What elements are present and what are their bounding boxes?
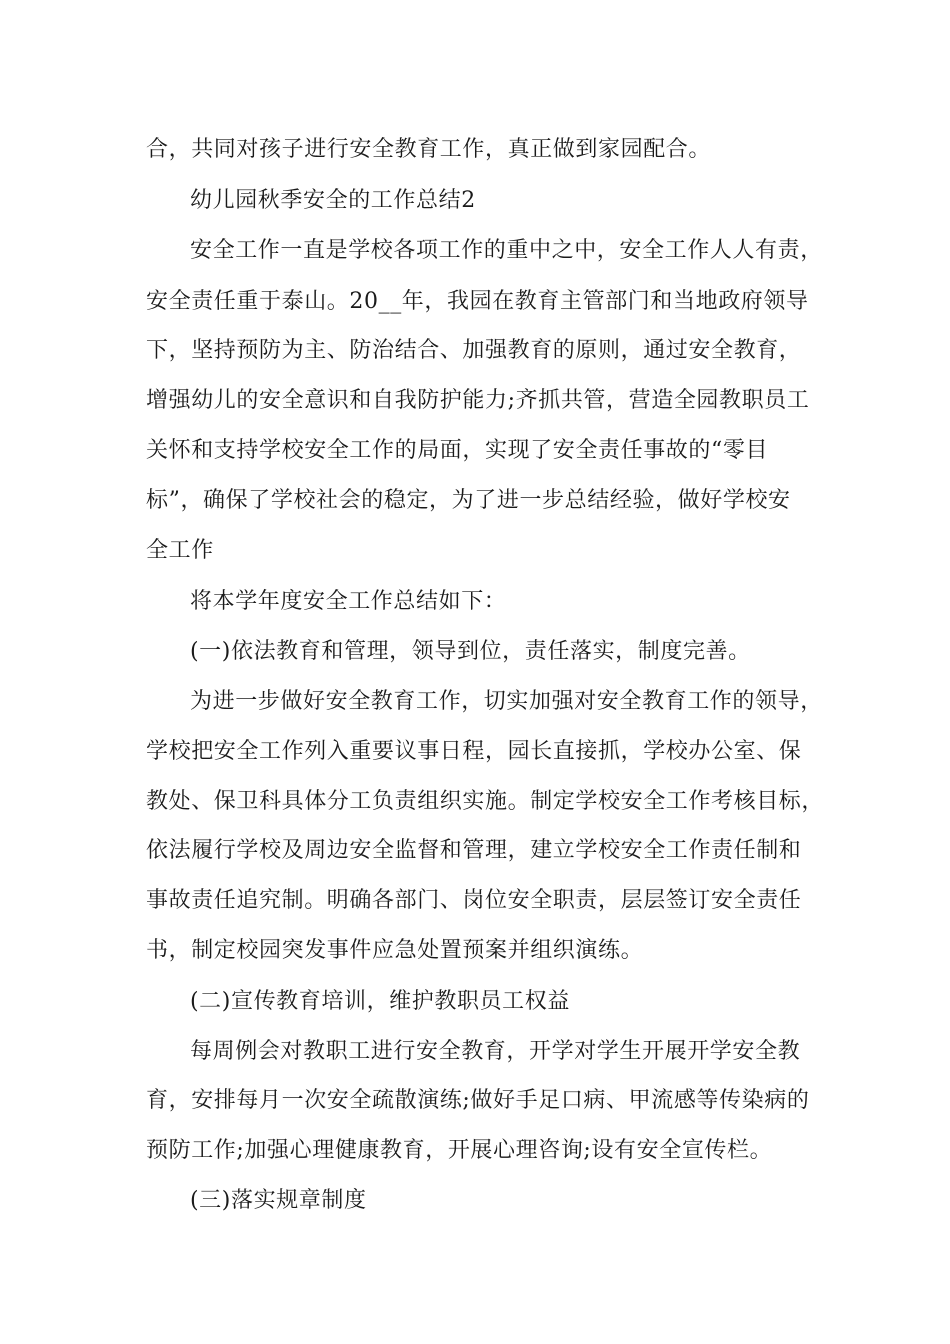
text-line-13: 学校把安全工作列入重要议事日程，园长直接抓，学校办公室、保 <box>146 739 802 764</box>
subheading-2: (二)宣传教育培训，维护教职员工权益 <box>190 989 570 1014</box>
text-line-4: 安全责任重于泰山。20__年，我园在教育主管部门和当地政府领导 <box>146 289 809 314</box>
text-line-20: 育，安排每月一次安全疏散演练;做好手足口病、甲流感等传染病的 <box>146 1088 810 1113</box>
text-line-1: 合，共同对孩子进行安全教育工作，真正做到家园配合。 <box>146 137 712 162</box>
subheading-3: (三)落实规章制度 <box>190 1188 367 1213</box>
text-line-16: 事故责任追究制。明确各部门、岗位安全职责，层层签订安全责任 <box>146 888 802 913</box>
text-line-21: 预防工作;加强心理健康教育，开展心理咨询;设有安全宣传栏。 <box>146 1138 773 1163</box>
text-line-9: 全工作 <box>146 538 214 563</box>
text-line-14: 教处、保卫科具体分工负责组织实施。制定学校安全工作考核目标， <box>146 789 825 814</box>
subheading-1: (一)依法教育和管理，领导到位，责任落实，制度完善。 <box>190 639 751 664</box>
text-line-5: 下，坚持预防为主、防治结合、加强教育的原则，通过安全教育， <box>146 338 802 363</box>
text-line-15: 依法履行学校及周边安全监督和管理，建立学校安全工作责任制和 <box>146 838 802 863</box>
text-line-19: 每周例会对教职工进行安全教育，开学对学生开展开学安全教 <box>190 1039 801 1064</box>
text-line-8: 标”，确保了学校社会的稳定，为了进一步总结经验，做好学校安 <box>146 488 791 513</box>
section-heading-2: 幼儿园秋季安全的工作总结2 <box>190 188 476 213</box>
text-line-7: 关怀和支持学校安全工作的局面，实现了安全责任事故的“零目 <box>146 438 769 463</box>
text-line-10: 将本学年度安全工作总结如下： <box>190 589 507 614</box>
text-line-3: 安全工作一直是学校各项工作的重中之中，安全工作人人有责， <box>190 238 823 263</box>
text-line-6: 增强幼儿的安全意识和自我防护能力;齐抓共管，营造全园教职员工 <box>146 388 810 413</box>
text-line-17: 书，制定校园突发事件应急处置预案并组织演练。 <box>146 938 644 963</box>
text-line-12: 为进一步做好安全教育工作，切实加强对安全教育工作的领导， <box>190 689 823 714</box>
